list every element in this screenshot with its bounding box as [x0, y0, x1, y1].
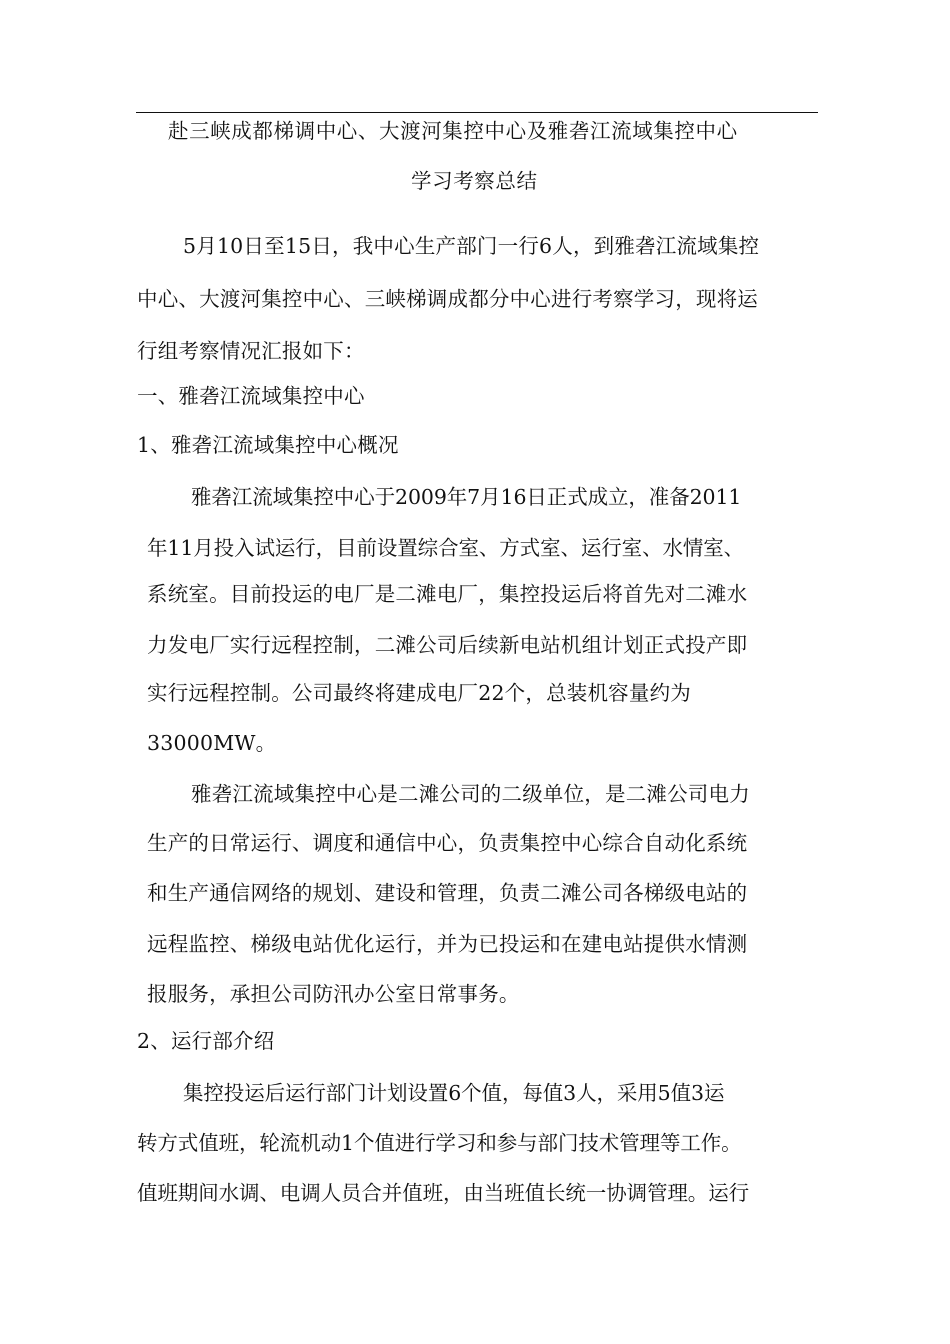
para3-line-3: 值班期间水调、电调人员合并值班，由当班值长统一协调管理。运行 — [137, 1181, 749, 1205]
section-heading-1: 一、雅砻江流域集控中心 — [137, 384, 365, 408]
para1-line-6: 33000MW。 — [147, 731, 277, 755]
para1-line-3: 系统室。目前投运的电厂是二滩电厂，集控投运后将首先对二滩水 — [147, 582, 748, 606]
para2-line-5: 报服务，承担公司防汛办公室日常事务。 — [147, 982, 520, 1006]
sub-heading-1: 1、雅砻江流域集控中心概况 — [137, 433, 399, 457]
intro-line-2: 中心、大渡河集控中心、三峡梯调成都分中心进行考察学习，现将运 — [137, 287, 758, 311]
para2-line-3: 和生产通信网络的规划、建设和管理，负责二滩公司各梯级电站的 — [147, 881, 748, 905]
intro-line-1: 5月10日至15日，我中心生产部门一行6人，到雅砻江流域集控 — [183, 234, 760, 258]
para3-line-1: 集控投运后运行部门计划设置6个值，每值3人，采用5值3运 — [183, 1081, 725, 1105]
title-line-1: 赴三峡成都梯调中心、大渡河集控中心及雅砻江流域集控中心 — [168, 119, 738, 143]
para2-line-2: 生产的日常运行、调度和通信中心，负责集控中心综合自动化系统 — [147, 831, 748, 855]
sub-heading-2: 2、运行部介绍 — [137, 1029, 275, 1053]
para1-line-2: 年11月投入试运行，目前设置综合室、方式室、运行室、水情室、 — [147, 536, 745, 560]
para1-line-5: 实行远程控制。公司最终将建成电厂22个，总装机容量约为 — [147, 681, 691, 705]
top-rule — [136, 112, 818, 113]
para1-line-4: 力发电厂实行远程控制，二滩公司后续新电站机组计划正式投产即 — [147, 633, 748, 657]
para1-line-1: 雅砻江流域集控中心于2009年7月16日正式成立，准备2011 — [191, 485, 742, 509]
para3-line-2: 转方式值班，轮流机动1个值进行学习和参与部门技术管理等工作。 — [137, 1131, 742, 1155]
title-line-2: 学习考察总结 — [411, 169, 538, 193]
para2-line-1: 雅砻江流域集控中心是二滩公司的二级单位，是二滩公司电力 — [191, 782, 750, 806]
para2-line-4: 远程监控、梯级电站优化运行，并为已投运和在建电站提供水情测 — [147, 932, 748, 956]
intro-line-3: 行组考察情况汇报如下： — [137, 339, 365, 363]
